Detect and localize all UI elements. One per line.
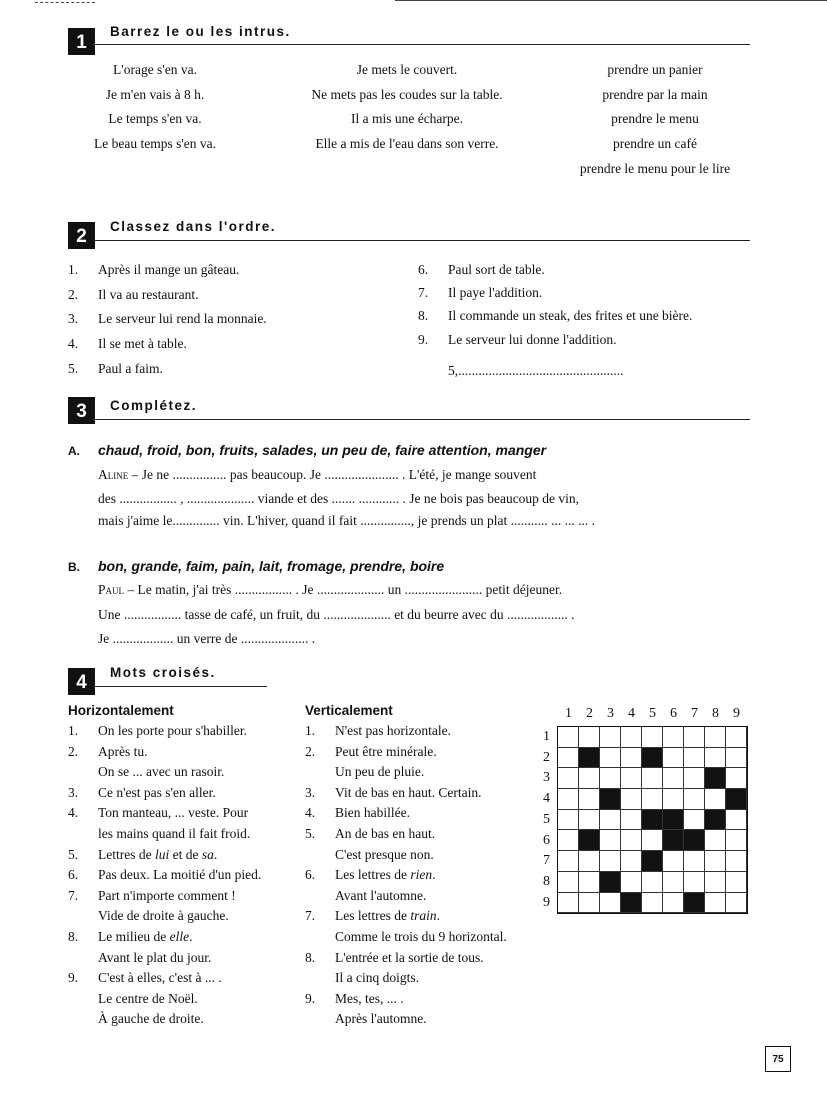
crossword-black-cell [705, 768, 726, 789]
clue-italic: elle [169, 929, 190, 944]
section-number: 4 [68, 668, 95, 695]
intrus-item[interactable]: Ne mets pas les coudes sur la table. [311, 86, 503, 102]
grid-row-number: 1 [543, 729, 550, 744]
crossword-black-cell [600, 872, 621, 893]
clue-part: Il a cinq doigts. [335, 970, 419, 986]
clue-text [335, 805, 410, 821]
clue-text [98, 929, 192, 945]
clue-part: Les lettres de [335, 908, 411, 924]
intrus-item[interactable]: L'orage s'en va. [113, 62, 197, 77]
clue-text [98, 805, 248, 821]
grid-column-number: 2 [586, 706, 593, 721]
crossword-cell[interactable] [621, 748, 642, 769]
crossword-cell[interactable] [621, 872, 642, 893]
intrus-item[interactable]: Je mets le couvert. [356, 62, 458, 77]
crossword-cell[interactable] [663, 748, 684, 769]
item-number: 4. [68, 336, 79, 352]
crossword-cell[interactable] [579, 789, 600, 810]
crossword-cell[interactable] [684, 810, 705, 831]
crossword-cell[interactable] [684, 851, 705, 872]
clue-italic: rien [410, 867, 433, 883]
crossword-cell[interactable] [600, 830, 621, 851]
crossword-cell[interactable] [726, 872, 747, 893]
item-number: 9. [418, 331, 429, 347]
fill-text: – Le matin, j'ai très ................. . Je .................... un ....................... petit déjeuner. [124, 582, 563, 597]
fill-line[interactable]: Une ................. tasse de café, un fruit, du .................... et du beurre avec du .................. . [98, 607, 575, 622]
crossword-cell[interactable] [558, 768, 579, 789]
crossword-cell[interactable] [726, 893, 747, 914]
crossword-cell[interactable] [579, 851, 600, 872]
section-title: Complétez. [110, 398, 198, 413]
clue-text [98, 908, 229, 924]
item-number: 7. [418, 285, 429, 301]
crossword-cell[interactable] [663, 727, 684, 748]
clue-text [335, 785, 482, 801]
section-number: 1 [68, 28, 95, 55]
crossword-cell[interactable] [642, 727, 663, 748]
clue-text [335, 744, 437, 760]
clue-number: 8. [68, 929, 79, 944]
section-rule [95, 686, 267, 687]
item-number: 3. [68, 311, 79, 327]
crossword-cell[interactable] [558, 893, 579, 914]
grid-column-number: 4 [628, 706, 635, 721]
clue-part: Pas deux. La moitié d'un pied. [98, 867, 262, 883]
crossword-cell[interactable] [600, 810, 621, 831]
crossword-grid [557, 726, 748, 914]
top-dash [35, 2, 95, 3]
clue-part: Part n'importe comment ! [98, 887, 236, 903]
clue-text [98, 764, 224, 780]
clue-text [98, 1011, 204, 1027]
crossword-cell[interactable] [600, 748, 621, 769]
grid-column-number: 1 [565, 706, 572, 721]
item-number: 5. [68, 360, 79, 376]
order-item: Le serveur lui donne l'addition. [448, 331, 617, 347]
intrus-item[interactable]: prendre un café [613, 136, 697, 152]
clue-text [98, 785, 216, 801]
crossword-cell[interactable] [600, 851, 621, 872]
crossword-cell[interactable] [642, 768, 663, 789]
clue-text [98, 826, 250, 842]
crossword-cell[interactable] [726, 830, 747, 851]
section-title: Barrez le ou les intrus. [110, 24, 291, 39]
crossword-cell[interactable] [621, 768, 642, 789]
grid-column-number: 6 [670, 706, 677, 721]
clue-number: 4. [68, 805, 79, 821]
clue-part: et de [169, 846, 202, 862]
clue-number: 6. [68, 867, 79, 883]
crossword-cell[interactable] [705, 789, 726, 810]
clue-text [98, 723, 247, 739]
clue-text [335, 970, 419, 986]
crossword-black-cell [642, 810, 663, 831]
clue-text: Lettres de lui et de sa. [98, 846, 218, 862]
clue-part: Ton manteau, ... veste. Pour [98, 805, 249, 821]
fill-line[interactable] [98, 582, 562, 598]
crossword-cell[interactable] [705, 872, 726, 893]
crossword-cell[interactable] [600, 768, 621, 789]
clue-part: Un peu de pluie. [335, 764, 425, 780]
clue-number: 5. [68, 846, 79, 862]
grid-row-number: 9 [543, 894, 550, 910]
page-number: 75 [765, 1046, 791, 1072]
crossword-cell[interactable] [705, 830, 726, 851]
clue-part: C'est à elles, c'est à ... . [98, 970, 222, 986]
item-number: 2. [68, 286, 79, 302]
order-item: Après il mange un gâteau. [98, 262, 240, 277]
section-number: 2 [68, 222, 95, 249]
crossword-black-cell [642, 851, 663, 872]
grid-column-number: 8 [712, 706, 719, 721]
crossword-cell[interactable] [705, 893, 726, 914]
clue-text [335, 1011, 427, 1027]
crossword-cell[interactable] [558, 748, 579, 769]
clue-text [335, 847, 434, 863]
crossword-cell[interactable] [621, 830, 642, 851]
crossword-cell[interactable] [600, 727, 621, 748]
clue-part: Peut être minérale. [335, 743, 437, 759]
clue-part: Après l'automne. [335, 1011, 427, 1027]
intrus-item[interactable]: Il a mis une écharpe. [350, 111, 464, 127]
clue-text [335, 908, 440, 924]
crossword-cell[interactable] [663, 789, 684, 810]
fill-line[interactable]: mais j'aime le.............. vin. L'hiver, quand il fait ..............., je prends un plat ........... ... ... ... . [98, 513, 595, 528]
clue-number: 8. [305, 949, 316, 965]
grid-column-number: 5 [649, 706, 656, 721]
clue-number: 1. [68, 723, 79, 738]
crossword-cell[interactable] [705, 748, 726, 769]
speaker: Paul [98, 582, 125, 597]
clue-part: C'est presque non. [335, 846, 434, 862]
clue-number: 9. [305, 990, 316, 1006]
clue-text [335, 867, 435, 883]
crossword-cell[interactable] [663, 768, 684, 789]
crossword-cell[interactable] [726, 768, 747, 789]
crossword-cell[interactable] [558, 830, 579, 851]
section-rule [95, 419, 750, 420]
crossword-cell[interactable] [663, 872, 684, 893]
crossword-cell[interactable] [621, 789, 642, 810]
crossword-cell[interactable] [579, 768, 600, 789]
intrus-item[interactable]: prendre un panier [607, 62, 703, 77]
clue-text [98, 991, 198, 1007]
clue-part: Les lettres de [335, 867, 411, 883]
exercise-letter-b: B. [68, 560, 80, 574]
grid-column-number: 7 [691, 706, 698, 721]
crossword-cell[interactable] [642, 872, 663, 893]
clue-number: 3. [68, 784, 79, 800]
clue-part: À gauche de droite. [98, 1011, 204, 1027]
clue-number: 1. [305, 723, 316, 738]
order-item: Il va au restaurant. [98, 286, 199, 302]
order-item: Paul sort de table. [448, 262, 545, 277]
clue-text [335, 826, 435, 842]
clue-number: 4. [305, 805, 316, 821]
grid-column-number: 3 [607, 706, 614, 721]
crossword-cell[interactable] [663, 851, 684, 872]
clue-text [98, 744, 148, 760]
clue-part: Comme le trois du 9 horizontal. [335, 929, 507, 944]
crossword-cell[interactable] [726, 851, 747, 872]
clue-text [335, 764, 424, 780]
clue-part: N'est pas horizontale. [335, 723, 452, 738]
fill-text: – Je ne ................ pas beaucoup. Je ...................... . L'été, je mange souvent [128, 467, 537, 482]
order-item: Le serveur lui rend la monnaie. [98, 311, 267, 327]
crossword-cell[interactable] [642, 789, 663, 810]
grid-row-number: 7 [543, 853, 550, 869]
clue-part: Lettres de [98, 846, 155, 862]
crossword-cell[interactable] [726, 810, 747, 831]
crossword-black-cell [642, 748, 663, 769]
crossword-cell[interactable] [579, 893, 600, 914]
clue-part: L'entrée et la sortie de tous. [335, 949, 484, 965]
intrus-item[interactable]: Elle a mis de l'eau dans son verre. [315, 136, 499, 152]
crossword-black-cell [621, 893, 642, 914]
intrus-item[interactable]: prendre le menu [611, 111, 699, 127]
crossword-cell[interactable] [558, 789, 579, 810]
intrus-item[interactable]: prendre par la main [602, 86, 708, 102]
clue-number: 2. [305, 743, 316, 759]
clue-part: On les porte pour s'habiller. [98, 723, 248, 738]
clue-italic: lui [154, 846, 170, 862]
crossword-cell[interactable] [684, 768, 705, 789]
clue-part: Après tu. [98, 743, 148, 759]
clue-part: Vit de bas en haut. Certain. [335, 784, 482, 800]
fill-line[interactable]: des ................. , .................... viande et des ....... ............ . Je ne bois pas beaucoup de vin, [98, 491, 580, 506]
crossword-cell[interactable] [579, 727, 600, 748]
clue-part: Le centre de Noël. [98, 990, 198, 1006]
crossword-cell[interactable] [684, 872, 705, 893]
crossword-cell[interactable] [621, 727, 642, 748]
clue-part: . [432, 867, 436, 883]
clue-number: 7. [305, 908, 316, 924]
clue-part: Le milieu de [98, 929, 170, 944]
clue-text [98, 867, 261, 883]
clue-text [335, 950, 484, 966]
section-title: Mots croisés. [110, 665, 216, 680]
clue-text [98, 970, 222, 986]
crossword-cell[interactable] [705, 851, 726, 872]
clue-text [335, 888, 426, 904]
clue-part: Avant l'automne. [335, 887, 427, 903]
order-item: Paul a faim. [98, 360, 163, 376]
intrus-item[interactable]: Je m'en vais à 8 h. [105, 86, 205, 102]
clue-part: Mes, tes, ... . [335, 990, 404, 1006]
clue-number: 9. [68, 970, 79, 986]
grid-row-number: 6 [543, 832, 550, 848]
vertical-heading: Verticalement [305, 703, 393, 718]
crossword-cell[interactable] [558, 727, 579, 748]
clue-part: On se ... avec un rasoir. [98, 764, 225, 780]
crossword-cell[interactable] [726, 727, 747, 748]
clue-italic: sa [201, 846, 214, 862]
clue-part: Bien habillée. [335, 805, 410, 821]
clue-part: les mains quand il fait froid. [98, 826, 251, 841]
grid-row-number: 5 [543, 811, 550, 827]
clue-text [98, 950, 211, 966]
crossword-cell[interactable] [579, 872, 600, 893]
section-title: Classez dans l'ordre. [110, 219, 277, 234]
answer-line[interactable]: 5,................................................. [448, 363, 624, 378]
crossword-black-cell [600, 789, 621, 810]
clue-part: Avant le plat du jour. [98, 949, 212, 965]
intrus-item[interactable]: Le beau temps s'en va. [93, 136, 217, 152]
grid-row-number: 3 [543, 770, 550, 786]
clue-number: 3. [305, 784, 316, 800]
order-item: Il paye l'addition. [448, 285, 543, 301]
crossword-cell[interactable] [642, 893, 663, 914]
clue-text [335, 929, 507, 945]
speaker: Aline [98, 467, 129, 482]
grid-row-number: 8 [543, 873, 550, 889]
crossword-cell[interactable] [705, 727, 726, 748]
horizontal-heading: Horizontalement [68, 703, 174, 718]
crossword-cell[interactable] [558, 872, 579, 893]
crossword-cell[interactable] [726, 748, 747, 769]
clue-part: . [189, 929, 193, 944]
clue-part: Ce n'est pas s'en aller. [98, 784, 216, 800]
crossword-cell[interactable] [663, 893, 684, 914]
item-number: 6. [418, 262, 429, 277]
intrus-item[interactable]: Le temps s'en va. [108, 111, 202, 127]
crossword-cell[interactable] [684, 789, 705, 810]
clue-text [98, 888, 236, 904]
crossword-black-cell [579, 748, 600, 769]
clue-italic: train [410, 908, 437, 924]
crossword-cell[interactable] [621, 851, 642, 872]
grid-column-number: 9 [733, 706, 740, 721]
word-bank-b: bon, grande, faim, pain, lait, fromage, prendre, boire [98, 558, 445, 574]
crossword-cell[interactable] [621, 810, 642, 831]
clue-number: 7. [68, 887, 79, 903]
fill-line[interactable] [98, 467, 536, 483]
clue-number: 6. [305, 867, 316, 883]
exercise-letter-a: A. [68, 444, 80, 458]
crossword-cell[interactable] [642, 830, 663, 851]
clue-text [335, 723, 451, 739]
crossword-black-cell [579, 830, 600, 851]
crossword-cell[interactable] [600, 893, 621, 914]
crossword-cell[interactable] [684, 727, 705, 748]
crossword-black-cell [663, 830, 684, 851]
grid-row-number: 2 [543, 749, 550, 765]
section-number: 3 [68, 397, 95, 424]
crossword-black-cell [684, 830, 705, 851]
crossword-cell[interactable] [558, 851, 579, 872]
word-bank-a: chaud, froid, bon, fruits, salades, un peu de, faire attention, manger [98, 442, 547, 458]
order-item: Il se met à table. [98, 336, 187, 352]
crossword-cell[interactable] [579, 810, 600, 831]
crossword-black-cell [705, 810, 726, 831]
crossword-cell[interactable] [558, 810, 579, 831]
section-rule [95, 240, 750, 241]
clue-number: 5. [305, 826, 316, 841]
crossword-cell[interactable] [684, 748, 705, 769]
grid-row-number: 4 [543, 791, 550, 807]
crossword-black-cell [726, 789, 747, 810]
order-item: Il commande un steak, des frites et une bière. [448, 308, 693, 324]
section-rule [95, 44, 750, 45]
fill-line[interactable]: Je .................. un verre de .................... . [98, 631, 316, 646]
top-rule [395, 0, 827, 1]
crossword-black-cell [663, 810, 684, 831]
clue-number: 2. [68, 743, 79, 759]
clue-part: . [436, 908, 440, 924]
item-number: 8. [418, 308, 429, 324]
clue-part: An de bas en haut. [335, 826, 436, 841]
crossword-black-cell [684, 893, 705, 914]
intrus-item[interactable]: prendre le menu pour le lire [579, 160, 731, 176]
clue-text [335, 991, 404, 1007]
clue-part: Vide de droite à gauche. [98, 908, 229, 924]
item-number: 1. [68, 262, 79, 277]
